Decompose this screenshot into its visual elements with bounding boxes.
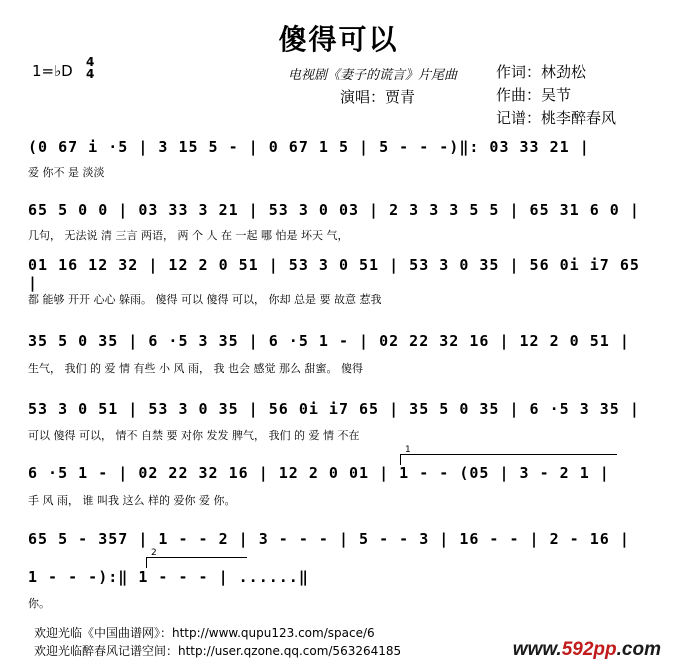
key-signature: 1=♭D <box>32 62 73 80</box>
notation-line: 6 ·5 1 - | 02 22 32 16 | 12 2 0 01 | 1 - - (05 | 3 - 2 1 | <box>28 464 610 482</box>
transcriber-credit: 记谱：桃李醉春风 <box>496 109 617 127</box>
lyrics-line: 爱 你不 是 淡淡 <box>28 166 105 179</box>
score-row-6 <box>28 462 644 488</box>
lyricist-credit: 作词：林劲松 <box>496 63 587 81</box>
composer-credit: 作曲：吴节 <box>496 86 572 104</box>
notation-line: 65 5 0 0 | 03 33 3 21 | 53 3 0 03 | 2 3 3 3 5 5 | 65 31 6 0 | <box>28 201 640 219</box>
score-row-4 <box>28 330 644 356</box>
score-row-5 <box>28 398 644 424</box>
lyrics-line: 手 风 雨， 谁 叫我 这么 样的 爱你 爱 你。 <box>28 494 236 507</box>
footer-link-2[interactable]: 欢迎光临醉春风记谱空间：http://user.qzone.qq.com/563264185 <box>34 644 402 658</box>
notation-line: (0 67 i ·5 | 3 15 5 - | 0 67 1 5 | 5 - - -)‖: 03 33 21 | <box>28 138 590 156</box>
notation-line: 65 5 - 357 | 1 - - 2 | 3 - - - | 5 - - 3 | 16 - - | 2 - 16 | <box>28 530 630 548</box>
volta-number-1: 1 <box>405 445 411 455</box>
watermark-brand: 592pp <box>561 639 617 660</box>
score-row-3 <box>28 256 644 292</box>
lyrics-line: 几句， 无法说 清 三言 两语， 两 个 人 在 一起 哪 怕是 坏天 气， <box>28 229 349 242</box>
score-row-1 <box>28 136 644 162</box>
watermark-suffix: .com <box>616 639 661 660</box>
volta-number-2: 2 <box>151 548 157 558</box>
lyrics-line: 你。 <box>28 597 50 610</box>
time-signature-top: 4 <box>86 55 95 69</box>
singer-credit: 演唱：贾青 <box>340 88 416 106</box>
notation-line: 01 16 12 32 | 12 2 0 51 | 53 3 0 51 | 53 3 0 35 | 56 0i i7 65 | <box>28 256 640 292</box>
lyrics-line: 都 能够 开开 心心 躲雨。 傻得 可以 傻得 可以， 你却 总是 要 故意 惹我 <box>28 293 382 306</box>
notation-line: 1 - - -):‖ 1 - - - | ......‖ <box>28 568 309 586</box>
volta-bracket-1 <box>400 445 617 465</box>
time-signature-bottom: 4 <box>86 67 95 81</box>
notation-line: 35 5 0 35 | 6 ·5 3 35 | 6 ·5 1 - | 02 22 32 16 | 12 2 0 51 | <box>28 332 630 350</box>
lyrics-line: 生气， 我们 的 爱 情 有些 小 风 雨， 我 也会 感觉 那么 甜蜜。 傻得 <box>28 362 363 375</box>
lyrics-line: 可以 傻得 可以， 情不 自禁 要 对你 发发 脾气， 我们 的 爱 情 不在 <box>28 429 360 442</box>
watermark-prefix: www. <box>512 639 562 660</box>
score-row-8 <box>28 566 644 592</box>
song-title: 傻得可以 <box>278 23 399 56</box>
score-row-2 <box>28 199 644 225</box>
time-signature <box>86 56 94 80</box>
volta-bracket-2 <box>146 548 247 568</box>
notation-line: 53 3 0 51 | 53 3 0 35 | 56 0i i7 65 | 35 5 0 35 | 6 ·5 3 35 | <box>28 400 640 418</box>
source-line: 电视剧《妻子的谎言》片尾曲 <box>288 68 458 83</box>
site-watermark-logo <box>513 639 661 661</box>
footer-link-1[interactable]: 欢迎光临《中国曲谱网》：http://www.qupu123.com/space/6 <box>34 626 375 640</box>
score-row-7 <box>28 528 644 554</box>
